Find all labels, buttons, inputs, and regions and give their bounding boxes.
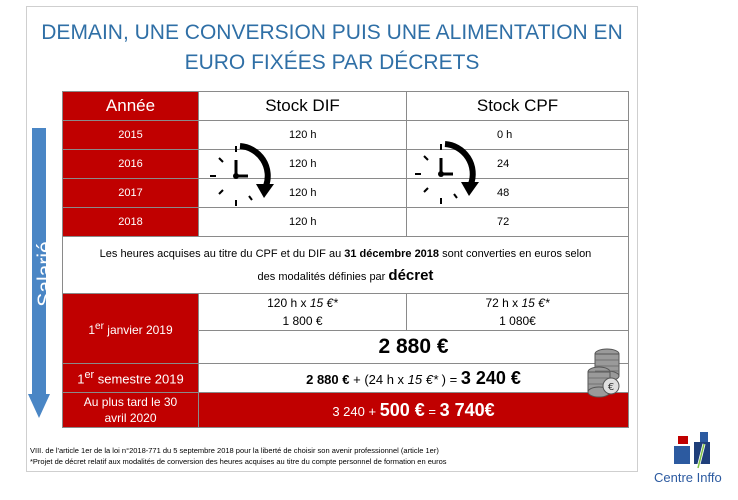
semester-2019-row	[63, 364, 629, 393]
semester-paren: (24 h x	[364, 371, 408, 387]
coins-icon	[587, 346, 621, 400]
latest-calc	[199, 393, 629, 428]
footnote-1: VIII. de l'article 1er de la loi n°2018-771 du 5 septembre 2018 pour la liberté de choisir son avenir professionnel (article 1er)	[30, 446, 439, 455]
title-line-1: DEMAIN, UNE CONVERSION PUIS UNE ALIMENTATION EN	[41, 21, 623, 44]
conversion-note	[63, 237, 629, 294]
cpf-rate: 15 €*	[521, 296, 550, 310]
footnote-2: *Projet de décret relatif aux modalités de conversion des heures acquises au titre du compte personnel de formation en euros	[30, 457, 447, 466]
dif-rate: 15 €*	[309, 296, 338, 310]
note-date: 31 décembre 2018	[344, 247, 440, 260]
footnotes	[30, 445, 630, 467]
year-cell: 2016	[63, 150, 199, 179]
dif-cell: 120 h	[199, 208, 407, 237]
logo-text: Centre Inffo	[654, 470, 722, 485]
semester-plus: +	[349, 371, 365, 387]
jan-2019-label	[63, 294, 199, 364]
year-cell: 2018	[63, 208, 199, 237]
conversion-note-row	[63, 237, 629, 294]
note-part-2: sont converties en euros selon	[439, 247, 592, 260]
note-part-3: des modalités définies par	[257, 270, 389, 283]
table-row	[63, 208, 629, 237]
latest-eq: =	[424, 403, 440, 419]
latest-add: 500 €	[379, 399, 425, 420]
semester-2019-label	[63, 364, 199, 393]
jan-2019-dif	[199, 294, 407, 331]
latest-base: 3 240 +	[332, 403, 380, 419]
year-cell: 2015	[63, 121, 199, 150]
dif-calc: 120 h x	[267, 296, 310, 310]
dif-cell: 120 h	[199, 121, 407, 150]
title-line-2: EURO FIXÉES PAR DÉCRETS	[184, 51, 480, 74]
table-row	[63, 121, 629, 150]
semester-result: 3 240 €	[460, 367, 521, 388]
cpf-cell: 72	[407, 208, 629, 237]
logo-mark-icon	[674, 430, 714, 472]
semester-2019-calc	[199, 364, 629, 393]
header-year: Année	[63, 92, 199, 121]
header-cpf: Stock CPF	[407, 92, 629, 121]
semester-eq: ) =	[438, 371, 461, 387]
label-rest: janvier 2019	[103, 323, 173, 337]
dif-cell: 120 h	[199, 179, 407, 208]
side-label: Salarié	[34, 241, 57, 307]
centre-inffo-logo	[654, 430, 732, 494]
semester-rate: 15 €*	[407, 371, 439, 387]
header-dif: Stock DIF	[199, 92, 407, 121]
label-rest: semestre 2019	[94, 371, 184, 387]
table-row	[63, 150, 629, 179]
dif-cell: 120 h	[199, 150, 407, 179]
table-row	[63, 179, 629, 208]
svg-text:€: €	[607, 382, 615, 393]
cpf-calc: 72 h x	[485, 296, 522, 310]
label-num: 1	[88, 323, 96, 337]
cpf-cell: 0 h	[407, 121, 629, 150]
latest-label	[63, 393, 199, 428]
table-header-row	[63, 92, 629, 121]
slide-title	[26, 18, 638, 78]
latest-line-1: Au plus tard le 30	[83, 395, 178, 409]
cpf-result: 1 080€	[499, 314, 536, 328]
cpf-cell: 24	[407, 150, 629, 179]
cpf-cell: 48	[407, 179, 629, 208]
jan-2019-row	[63, 294, 629, 331]
dif-result: 1 800 €	[282, 314, 323, 328]
label-num: 1	[77, 371, 85, 387]
clock-arrow-icon	[415, 138, 481, 210]
jan-2019-total: 2 880 €	[199, 331, 629, 364]
semester-base: 2 880 €	[306, 371, 350, 387]
note-part-1: Les heures acquises au titre du CPF et du DIF au	[99, 247, 345, 260]
label-sup: er	[95, 321, 104, 332]
label-sup: er	[84, 369, 95, 382]
note-emphasis: décret	[388, 266, 434, 284]
jan-2019-cpf	[407, 294, 629, 331]
conversion-table	[62, 91, 629, 428]
latest-result: 3 740€	[439, 399, 495, 420]
year-cell: 2017	[63, 179, 199, 208]
clock-arrow-icon	[210, 140, 276, 212]
latest-line-2: avril 2020	[104, 411, 157, 425]
latest-row	[63, 393, 629, 428]
